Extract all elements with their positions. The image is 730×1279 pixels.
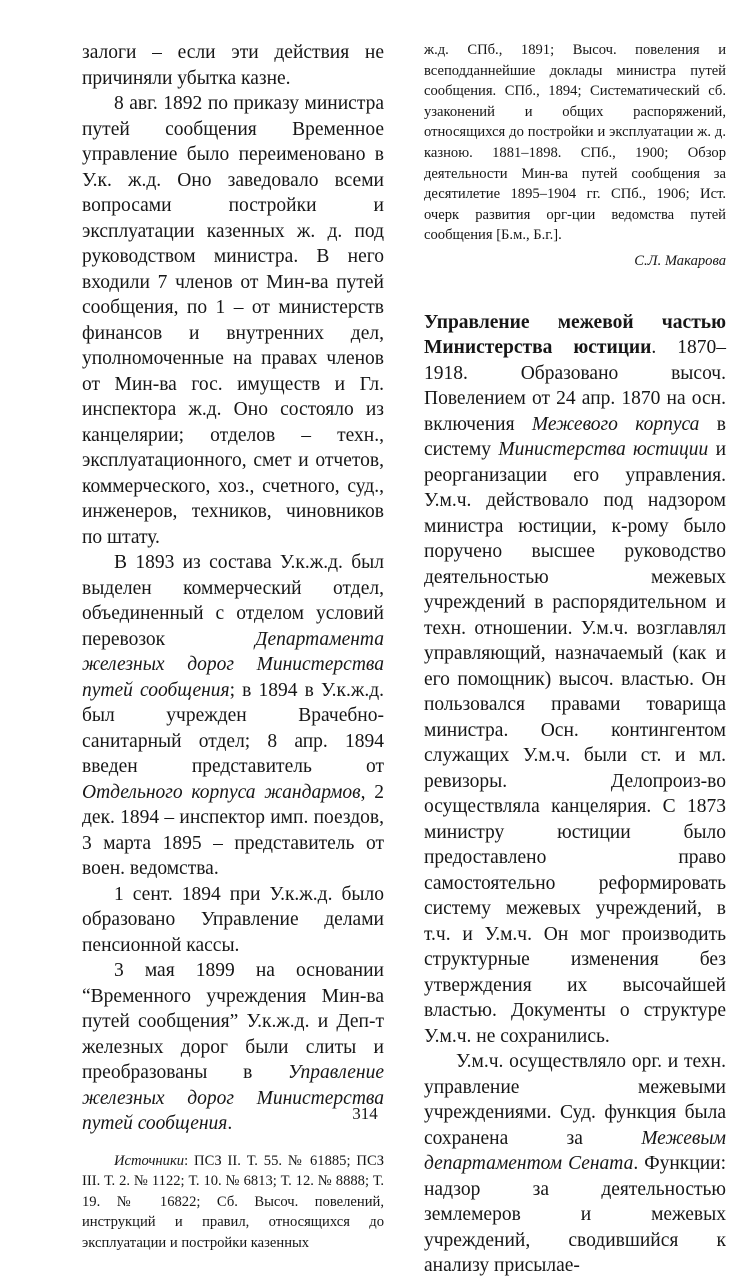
sources-text: : ПСЗ II. Т. 55. № 61885; ПСЗ III. Т. 2. № 1122; Т. 10. № 6813; Т. 12. № 8888; Т. 19. № 16822; Сб. Высоч. повелений, инструкций и правил, относящихся до эксплуатации и постройки казенных xyxy=(82,1152,384,1251)
author-signature: С.Л. Макарова xyxy=(634,252,726,269)
paragraph-continued: залоги – если эти действия не причиняли убытка казне. xyxy=(82,42,384,89)
entry-heading: Управление межевой частью Министерства юстиции xyxy=(424,311,726,359)
sources-block xyxy=(82,1151,384,1254)
paragraph-renaming: 8 авг. 1892 по приказу министра путей сообщения Временное управление было переименовано в У.к. ж.д. Оно заведовало всеми вопросами постройки и эксплуатации казенных ж. д. под руководством министра. В него входили 7 членов от Мин-ва путей сообщения, по 1 – от министерств финансов и внутренних дел, уполномоченные на правах членов от Мин-ва гос. имуществ и Гл. инспектора ж.д. Оно состояло из канцелярии; отделов – техн., эксплуатационного, смет и отчетов, коммерческого, хоз., счетного, суд., инженеров, техников, чиновников по штату. xyxy=(82,93,384,548)
text: 3 мая 1899 на основании “Временного учреждения Мин-ва путей сообщения” У.к.ж.д. и Деп-т железных дорог были слиты и преобразованы в xyxy=(82,960,384,1083)
cross-reference-link[interactable]: Межевым департаментом Сената xyxy=(424,1127,726,1175)
entry-paragraph-1 xyxy=(424,310,726,1050)
text: У.м.ч. осуществляло орг. и техн. управление межевыми учреждениями. Суд. функция была сохранена за xyxy=(424,1051,726,1149)
cross-reference-link[interactable]: Отдельного корпуса жандармов xyxy=(82,781,361,803)
entry-paragraph-2 xyxy=(424,1049,726,1279)
cross-reference-link[interactable]: Департамента железных дорог Министерства путей сообщения xyxy=(82,628,384,701)
text: в систему xyxy=(424,413,726,461)
sources-continued: ж.д. СПб., 1891; Высоч. повеления и всеподданнейшие доклады министра путей сообщения. СПб., 1894; Систематический сб. узаконений и общих распоряжений, относящихся до постройки и эксплуатации ж. д. казною. 1881–1898. СПб., 1900; Обзор деятельности Мин-ва путей сообщения за десятилетие 1895–1904 гг. СПб., 1906; Ист. очерк развития орг-ции ведомства путей сообщения [Б.м., Б.г.]. xyxy=(424,42,726,244)
cross-reference-link[interactable]: Межевого корпуса xyxy=(531,413,700,435)
text: , 2 дек. 1894 – инспектор имп. поездов, 3 марта 1895 – представитель от воен. ведомства. xyxy=(82,781,385,879)
entry-separator xyxy=(424,272,726,310)
right-column xyxy=(424,40,726,1279)
cross-reference-link[interactable]: Управление железных дорог Министерства путей сообщения xyxy=(82,1062,384,1134)
paragraph-1894: 1 сент. 1894 при У.к.ж.д. было образовано Управление делами пенсионной кассы. xyxy=(82,883,384,956)
cross-reference-link[interactable]: Министерства юстиции xyxy=(498,439,709,461)
text: . xyxy=(227,1113,233,1134)
text: В 1893 из состава У.к.ж.д. был выделен коммерческий отдел, объединенный с отделом условий перевозок xyxy=(82,552,384,650)
paragraph-1893 xyxy=(82,550,384,882)
text: . 1870–1918. Образовано высоч. Повелением от 24 апр. 1870 на осн. включения xyxy=(424,337,726,435)
left-column xyxy=(82,40,384,1253)
page-number: 314 xyxy=(352,1104,378,1123)
text: ; в 1894 в У.к.ж.д. был учрежден Врачебно-санитарный отдел; 8 апр. 1894 введен представитель от xyxy=(82,679,384,777)
sources-label: Источники xyxy=(114,1152,185,1169)
text: . Функции: надзор за деятельностью землемеров и межевых учреждений, сводившийся к анализу присылае- xyxy=(424,1153,726,1277)
text: и реорганизации его управления. У.м.ч. действовало под надзором министра юстиции, к-рому было поручено высшее руководство деятельностью межевых учреждений в распорядительном и техн. отношении. У.м.ч. возглавлял управляющий, назначаемый (как и его помощник) высоч. властью. Он пользовался правами товарища министра. Осн. контингентом служащих У.м.ч. были ст. и мл. ревизоры. Делопроиз-во осуществляла канцелярия. С 1873 министру юстиции было предоставлено право самостоятельно реформировать систему межевых учреждений, в т.ч. и У.м.ч. Он мог производить структурные изменения без утверждения их высочайшей властью. Документы о структуре У.м.ч. не сохранились. xyxy=(424,439,726,1047)
